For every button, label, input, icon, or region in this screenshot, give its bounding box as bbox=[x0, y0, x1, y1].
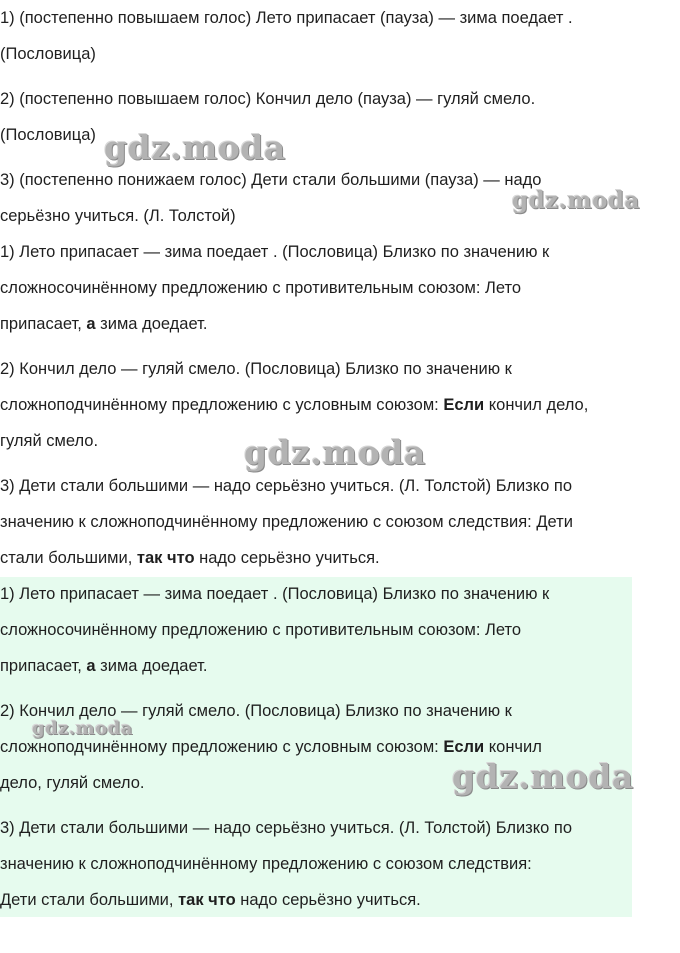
text-span: зима доедает. bbox=[95, 657, 208, 675]
text-span: надо серьёзно учиться. bbox=[194, 549, 380, 567]
meaning-line: 1) Лето припасает — зима поедает . (Пословица) Близко по значению к bbox=[0, 243, 550, 261]
meaning-line: значению к сложноподчинённому предложению с союзом следствия: Дети bbox=[0, 513, 573, 531]
intonation-line: 2) (постепенно повышаем голос) Кончил дело (пауза) — гуляй смело. bbox=[0, 90, 536, 108]
text-span: кончил дело, bbox=[484, 396, 589, 414]
conjunction-bold: так что bbox=[178, 891, 236, 909]
text-span: припасает, bbox=[0, 657, 87, 675]
highlighted-line bbox=[0, 882, 421, 918]
text-span: Дети стали большими, bbox=[0, 891, 179, 909]
text-span: сложноподчинённому предложению с условным союзом: bbox=[0, 396, 444, 414]
conjunction-bold: Если bbox=[443, 396, 485, 414]
conjunction-bold: так что bbox=[136, 549, 195, 567]
meaning-line bbox=[0, 306, 207, 342]
text-span: сложноподчинённому предложению с условным союзом: bbox=[0, 738, 444, 756]
meaning-line: 3) Дети стали большими — надо серьёзно учиться. (Л. Толстой) Близко по bbox=[0, 477, 573, 495]
conjunction-bold: а bbox=[86, 315, 96, 333]
highlighted-line: 2) Кончил дело — гуляй смело. (Пословица) Близко по значению к bbox=[0, 702, 512, 720]
highlighted-line: сложносочинённому предложению с противительным союзом: Лето bbox=[0, 621, 522, 639]
watermark-logo: gdz.moda bbox=[244, 433, 426, 472]
meaning-line: сложносочинённому предложению с противительным союзом: Лето bbox=[0, 279, 522, 297]
watermark-logo: gdz.moda bbox=[104, 128, 286, 167]
text-span: надо серьёзно учиться. bbox=[235, 891, 421, 909]
meaning-line bbox=[0, 387, 588, 423]
highlighted-line: 3) Дети стали большими — надо серьёзно учиться. (Л. Толстой) Близко по bbox=[0, 819, 573, 837]
conjunction-bold: Если bbox=[443, 738, 485, 756]
highlighted-line: 1) Лето припасает — зима поедает . (Пословица) Близко по значению к bbox=[0, 585, 550, 603]
intonation-line: (Пословица) bbox=[0, 45, 96, 63]
text-span: кончил bbox=[484, 738, 542, 756]
intonation-line: 1) (постепенно повышаем голос) Лето припасает (пауза) — зима поедает . bbox=[0, 9, 573, 27]
watermark-logo: gdz.moda bbox=[452, 757, 634, 796]
conjunction-bold: а bbox=[86, 657, 96, 675]
highlighted-line bbox=[0, 648, 207, 684]
watermark-logo: gdz.moda bbox=[512, 187, 640, 214]
highlighted-line: значению к сложноподчинённому предложению с союзом следствия: bbox=[0, 855, 532, 873]
watermark-logo: gdz.moda bbox=[32, 718, 133, 739]
meaning-line: гуляй смело. bbox=[0, 432, 99, 450]
text-span: зима доедает. bbox=[95, 315, 208, 333]
intonation-line: (Пословица) bbox=[0, 126, 96, 144]
text-span: стали большими, bbox=[0, 549, 137, 567]
text-span: припасает, bbox=[0, 315, 87, 333]
intonation-line: серьёзно учиться. (Л. Толстой) bbox=[0, 207, 236, 225]
intonation-line: 3) (постепенно понижаем голос) Дети стали большими (пауза) — надо bbox=[0, 171, 542, 189]
highlighted-line: дело, гуляй смело. bbox=[0, 774, 145, 792]
meaning-line bbox=[0, 540, 380, 576]
meaning-line: 2) Кончил дело — гуляй смело. (Пословица) Близко по значению к bbox=[0, 360, 512, 378]
